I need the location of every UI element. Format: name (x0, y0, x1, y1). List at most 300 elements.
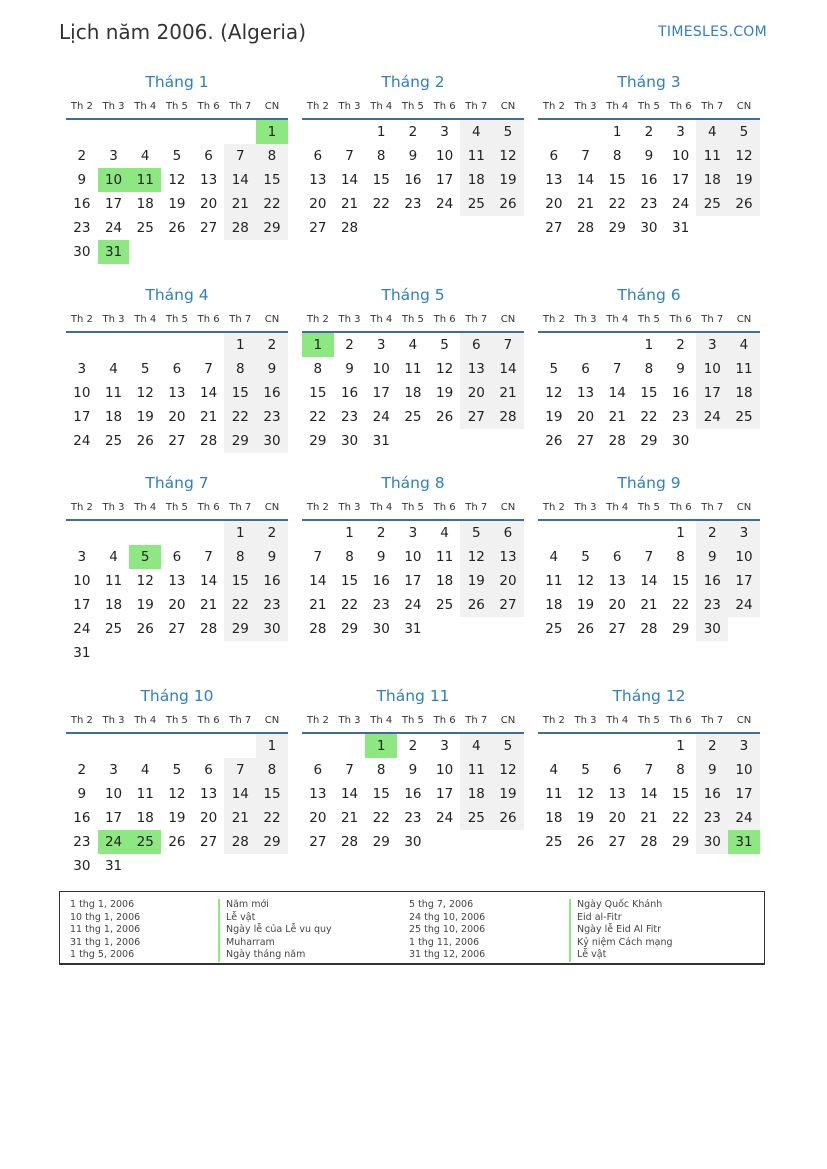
week-row (66, 782, 288, 806)
day-cell: 5 (440, 337, 449, 353)
weekday-label: Th 2 (542, 314, 565, 325)
empty-cell (365, 216, 397, 240)
week-row (538, 545, 760, 569)
weekday-label: Th 7 (229, 715, 252, 726)
weekend-day-cell: 13 (460, 357, 492, 381)
day-cell: 31 (104, 858, 123, 874)
weekend-day-cell: 28 (492, 405, 524, 429)
weekday-label: CN (736, 314, 752, 325)
weekend-day-cell: 19 (460, 569, 492, 593)
day-cell: 17 (372, 385, 390, 401)
week-row (66, 617, 288, 641)
week-row (538, 192, 760, 216)
weekend-day-cell: 8 (224, 357, 256, 381)
day-cell: 26 (436, 409, 454, 425)
day-cell: 8 (376, 148, 386, 164)
day-cell: 19 (436, 385, 454, 401)
weekday-header (538, 309, 760, 333)
day-cell: 1 (376, 124, 386, 140)
empty-cell (538, 120, 570, 144)
holiday-day-cell: 1 (256, 120, 288, 144)
weekday-label: Th 7 (701, 502, 724, 513)
week-row (302, 357, 524, 381)
week-row (538, 333, 760, 357)
empty-cell (66, 120, 98, 144)
day-cell: 12 (136, 385, 154, 401)
week-row (66, 569, 288, 593)
weekday-label: Th 7 (229, 101, 252, 112)
weekday-label: Th 3 (338, 101, 361, 112)
legend-holiday-name: Lễ vật (569, 949, 673, 962)
empty-cell (492, 617, 524, 641)
week-row (302, 405, 524, 429)
weekend-day-cell: 24 (696, 405, 728, 429)
weekday-label: Th 5 (401, 314, 424, 325)
day-cell: 3 (676, 124, 685, 140)
day-cell: 17 (104, 810, 123, 826)
holiday-day-cell: 1 (365, 734, 397, 758)
day-cell: 30 (73, 858, 91, 874)
day-cell: 4 (440, 525, 449, 541)
page-title: Lịch năm 2006. (Algeria) (59, 20, 306, 44)
month-3 (538, 72, 760, 240)
weekday-label: Th 4 (606, 101, 629, 112)
weekday-label: Th 3 (102, 715, 125, 726)
day-cell: 19 (136, 409, 154, 425)
week-row (66, 357, 288, 381)
weekend-day-cell: 17 (728, 782, 760, 806)
day-cell: 6 (549, 148, 559, 164)
week-row (538, 405, 760, 429)
weekday-label: CN (500, 314, 516, 325)
week-row (302, 734, 524, 758)
day-cell: 19 (576, 810, 595, 826)
week-row (66, 854, 288, 878)
weekday-label: Th 7 (229, 502, 252, 513)
weekend-day-cell: 18 (460, 782, 492, 806)
day-cell: 12 (576, 786, 595, 802)
week-row (66, 593, 288, 617)
weekend-day-cell: 25 (696, 192, 728, 216)
week-row (66, 216, 288, 240)
empty-cell (224, 240, 256, 264)
weekday-label: Th 6 (197, 101, 220, 112)
day-cell: 9 (376, 549, 386, 565)
week-row (66, 641, 288, 665)
day-cell: 9 (345, 361, 354, 377)
day-cell: 2 (77, 762, 87, 778)
day-cell: 20 (200, 196, 218, 212)
month-title: Tháng 10 (140, 687, 214, 705)
weekend-day-cell: 20 (492, 569, 524, 593)
day-cell: 9 (77, 172, 87, 188)
empty-cell (193, 120, 225, 144)
weekend-day-cell: 5 (492, 734, 524, 758)
day-cell: 16 (73, 810, 91, 826)
day-cell: 31 (672, 220, 690, 236)
weekday-label: Th 7 (701, 101, 724, 112)
week-row (538, 830, 760, 854)
day-cell: 2 (408, 738, 418, 754)
week-row (302, 521, 524, 545)
weekday-label: Th 3 (102, 314, 125, 325)
empty-cell (161, 521, 193, 545)
weekend-day-cell: 30 (696, 617, 728, 641)
day-cell: 26 (136, 433, 154, 449)
day-cell: 7 (204, 361, 213, 377)
day-cell: 4 (408, 337, 418, 353)
empty-cell (601, 333, 633, 357)
weekend-day-cell: 29 (256, 216, 288, 240)
day-cell: 24 (672, 196, 690, 212)
day-cell: 27 (200, 834, 218, 850)
day-cell: 9 (77, 786, 87, 802)
day-cell: 13 (168, 573, 186, 589)
day-cell: 8 (612, 148, 622, 164)
weekday-label: CN (264, 101, 280, 112)
weekday-label: Th 2 (306, 502, 329, 513)
day-cell: 30 (340, 433, 359, 449)
day-cell: 26 (168, 220, 186, 236)
month-title: Tháng 5 (381, 286, 445, 304)
week-row (302, 120, 524, 144)
weekday-label: Th 5 (165, 314, 188, 325)
weekday-label: Th 5 (165, 101, 188, 112)
day-cell: 21 (200, 597, 218, 613)
weekend-day-cell: 27 (460, 405, 492, 429)
empty-cell (98, 333, 130, 357)
day-cell: 23 (372, 597, 390, 613)
weekday-header (302, 497, 524, 521)
weekend-day-cell: 15 (256, 168, 288, 192)
day-cell: 29 (309, 433, 327, 449)
day-cell: 5 (140, 361, 150, 377)
legend-names-right (569, 899, 673, 962)
weekday-label: CN (736, 715, 752, 726)
weekend-day-cell: 12 (728, 144, 760, 168)
weekend-day-cell: 26 (728, 192, 760, 216)
day-cell: 19 (168, 810, 186, 826)
day-cell: 28 (340, 834, 359, 850)
legend-date: 31 thg 1, 2006 (70, 936, 141, 948)
weekend-day-cell: 12 (492, 758, 524, 782)
weekday-label: Th 5 (401, 101, 424, 112)
weekday-label: Th 2 (306, 715, 329, 726)
empty-cell (224, 120, 256, 144)
empty-cell (538, 333, 570, 357)
legend-holiday-name: Kỷ niệm Cách mạng (569, 937, 673, 950)
day-cell: 27 (168, 433, 186, 449)
day-cell: 30 (672, 433, 690, 449)
day-cell: 23 (73, 834, 91, 850)
day-cell: 3 (109, 762, 118, 778)
month-7 (66, 473, 288, 665)
legend-holiday-name: Lễ vật (218, 912, 332, 925)
weekend-day-cell: 23 (256, 405, 288, 429)
legend-date: 11 thg 1, 2006 (70, 924, 141, 935)
day-cell: 13 (200, 786, 218, 802)
weekend-day-cell: 6 (492, 521, 524, 545)
day-cell: 27 (576, 433, 595, 449)
day-cell: 22 (640, 409, 658, 425)
day-cell: 1 (345, 525, 354, 541)
weekend-day-cell: 22 (256, 192, 288, 216)
week-row (66, 806, 288, 830)
day-cell: 25 (436, 597, 454, 613)
day-cell: 16 (340, 385, 359, 401)
weekend-day-cell: 21 (224, 192, 256, 216)
day-cell: 20 (168, 597, 186, 613)
empty-cell (601, 521, 633, 545)
day-cell: 17 (404, 573, 422, 589)
day-cell: 24 (436, 196, 454, 212)
weekday-label: Th 5 (637, 314, 660, 325)
weekend-day-cell: 16 (696, 782, 728, 806)
weekend-day-cell: 1 (224, 521, 256, 545)
day-cell: 18 (136, 810, 154, 826)
site-link[interactable]: TIMESLES.COM (658, 24, 767, 40)
month-1 (66, 72, 288, 264)
week-row (302, 758, 524, 782)
month-4 (66, 285, 288, 453)
day-cell: 14 (640, 786, 658, 802)
weekday-label: Th 7 (465, 715, 488, 726)
day-cell: 27 (608, 834, 626, 850)
weekend-day-cell: 20 (460, 381, 492, 405)
weekday-label: Th 4 (134, 715, 157, 726)
empty-cell (193, 240, 225, 264)
holiday-day-cell: 31 (728, 830, 760, 854)
weekday-label: Th 5 (165, 715, 188, 726)
weekend-day-cell: 9 (696, 545, 728, 569)
weekend-day-cell: 4 (460, 120, 492, 144)
weekday-header (538, 96, 760, 120)
empty-cell (570, 521, 602, 545)
day-cell: 20 (200, 810, 218, 826)
day-cell: 11 (545, 786, 563, 802)
weekday-label: Th 5 (637, 715, 660, 726)
weekend-day-cell: 8 (256, 758, 288, 782)
day-cell: 20 (309, 196, 327, 212)
empty-cell (601, 734, 633, 758)
weekend-day-cell: 3 (696, 333, 728, 357)
day-cell: 5 (581, 549, 590, 565)
weekday-label: Th 7 (701, 314, 724, 325)
day-cell: 28 (200, 621, 218, 637)
day-cell: 28 (309, 621, 327, 637)
weekend-day-cell: 29 (256, 830, 288, 854)
day-cell: 18 (104, 409, 123, 425)
weekend-day-cell: 10 (728, 545, 760, 569)
day-cell: 23 (640, 196, 658, 212)
weekend-day-cell: 19 (492, 168, 524, 192)
week-row (66, 240, 288, 264)
day-cell: 15 (372, 786, 390, 802)
weekday-label: Th 3 (102, 101, 125, 112)
weekend-day-cell: 6 (460, 333, 492, 357)
empty-cell (429, 617, 461, 641)
weekend-day-cell: 19 (728, 168, 760, 192)
day-cell: 28 (576, 220, 595, 236)
empty-cell (334, 734, 366, 758)
week-row (538, 617, 760, 641)
weekend-day-cell: 12 (460, 545, 492, 569)
holiday-day-cell: 5 (129, 545, 161, 569)
weekend-day-cell: 30 (696, 830, 728, 854)
week-row (302, 429, 524, 453)
empty-cell (98, 120, 130, 144)
day-cell: 4 (549, 549, 559, 565)
day-cell: 21 (640, 810, 658, 826)
day-cell: 14 (640, 573, 658, 589)
day-cell: 19 (168, 196, 186, 212)
day-cell: 10 (436, 148, 454, 164)
day-cell: 14 (340, 172, 359, 188)
day-cell: 22 (340, 597, 359, 613)
day-cell: 11 (545, 573, 563, 589)
weekday-header (66, 710, 288, 734)
day-cell: 16 (372, 573, 390, 589)
empty-cell (98, 641, 130, 665)
day-cell: 5 (581, 762, 590, 778)
weekend-day-cell: 11 (460, 144, 492, 168)
month-title: Tháng 6 (617, 286, 681, 304)
week-row (538, 806, 760, 830)
day-cell: 24 (104, 220, 123, 236)
weekend-day-cell: 4 (728, 333, 760, 357)
week-row (538, 734, 760, 758)
legend-holiday-name: Năm mới (218, 899, 332, 912)
day-cell: 28 (200, 433, 218, 449)
weekday-label: Th 2 (70, 715, 93, 726)
weekday-label: Th 6 (669, 101, 692, 112)
day-cell: 25 (104, 433, 123, 449)
day-cell: 12 (545, 385, 563, 401)
empty-cell (129, 641, 161, 665)
day-cell: 20 (576, 409, 595, 425)
weekday-label: Th 6 (433, 101, 456, 112)
day-cell: 20 (545, 196, 563, 212)
weekday-label: Th 6 (669, 502, 692, 513)
day-cell: 13 (200, 172, 218, 188)
day-cell: 16 (640, 172, 658, 188)
day-cell: 21 (340, 810, 359, 826)
day-cell: 10 (372, 361, 390, 377)
weekday-label: CN (264, 715, 280, 726)
weekend-day-cell: 5 (728, 120, 760, 144)
weekday-label: Th 4 (606, 502, 629, 513)
weekend-day-cell: 5 (492, 120, 524, 144)
day-cell: 20 (608, 810, 626, 826)
day-cell: 18 (545, 597, 563, 613)
empty-cell (66, 734, 98, 758)
day-cell: 9 (408, 762, 418, 778)
month-6 (538, 285, 760, 453)
weekend-day-cell: 8 (256, 144, 288, 168)
day-cell: 7 (644, 762, 654, 778)
day-cell: 21 (608, 409, 626, 425)
legend-holiday-name: Muharram (218, 937, 332, 950)
month-title: Tháng 8 (381, 474, 445, 492)
month-title: Tháng 1 (145, 73, 209, 91)
empty-cell (161, 120, 193, 144)
legend-date: 25 thg 10, 2006 (409, 924, 486, 935)
legend-dates-left (70, 899, 140, 962)
empty-cell (570, 734, 602, 758)
holiday-day-cell: 24 (98, 830, 130, 854)
weekend-day-cell: 2 (256, 333, 288, 357)
weekend-day-cell: 21 (224, 806, 256, 830)
week-row (302, 617, 524, 641)
day-cell: 1 (644, 337, 654, 353)
weekend-day-cell: 16 (256, 381, 288, 405)
weekday-label: Th 6 (197, 502, 220, 513)
day-cell: 30 (73, 244, 91, 260)
week-row (302, 545, 524, 569)
day-cell: 2 (77, 148, 87, 164)
empty-cell (256, 641, 288, 665)
holiday-day-cell: 10 (98, 168, 130, 192)
day-cell: 3 (440, 124, 449, 140)
weekday-label: CN (736, 502, 752, 513)
day-cell: 28 (640, 621, 658, 637)
day-cell: 29 (340, 621, 359, 637)
day-cell: 17 (73, 409, 91, 425)
weekend-day-cell: 10 (696, 357, 728, 381)
weekend-day-cell: 5 (460, 521, 492, 545)
weekday-label: Th 7 (465, 502, 488, 513)
day-cell: 31 (404, 621, 422, 637)
weekend-day-cell: 22 (256, 806, 288, 830)
weekend-day-cell: 7 (492, 333, 524, 357)
day-cell: 24 (73, 621, 91, 637)
empty-cell (129, 120, 161, 144)
weekend-day-cell: 28 (224, 216, 256, 240)
empty-cell (570, 333, 602, 357)
weekend-day-cell: 15 (256, 782, 288, 806)
day-cell: 16 (404, 172, 422, 188)
day-cell: 24 (372, 409, 390, 425)
month-title: Tháng 2 (381, 73, 445, 91)
day-cell: 4 (109, 361, 118, 377)
day-cell: 23 (340, 409, 359, 425)
day-cell: 12 (136, 573, 154, 589)
weekend-day-cell: 2 (696, 521, 728, 545)
weekend-day-cell: 28 (224, 830, 256, 854)
weekend-day-cell: 18 (696, 168, 728, 192)
day-cell: 6 (612, 762, 622, 778)
week-row (538, 144, 760, 168)
empty-cell (161, 240, 193, 264)
weekend-day-cell: 25 (460, 192, 492, 216)
week-row (302, 830, 524, 854)
day-cell: 7 (612, 361, 622, 377)
empty-cell (129, 854, 161, 878)
day-cell: 23 (73, 220, 91, 236)
day-cell: 14 (576, 172, 595, 188)
weekend-day-cell: 17 (728, 569, 760, 593)
day-cell: 1 (612, 124, 622, 140)
empty-cell (334, 120, 366, 144)
week-row (302, 806, 524, 830)
weekday-label: Th 5 (165, 502, 188, 513)
empty-cell (302, 120, 334, 144)
weekday-label: Th 2 (70, 314, 93, 325)
empty-cell (728, 617, 760, 641)
day-cell: 11 (104, 573, 123, 589)
day-cell: 18 (136, 196, 154, 212)
weekday-label: Th 4 (606, 314, 629, 325)
